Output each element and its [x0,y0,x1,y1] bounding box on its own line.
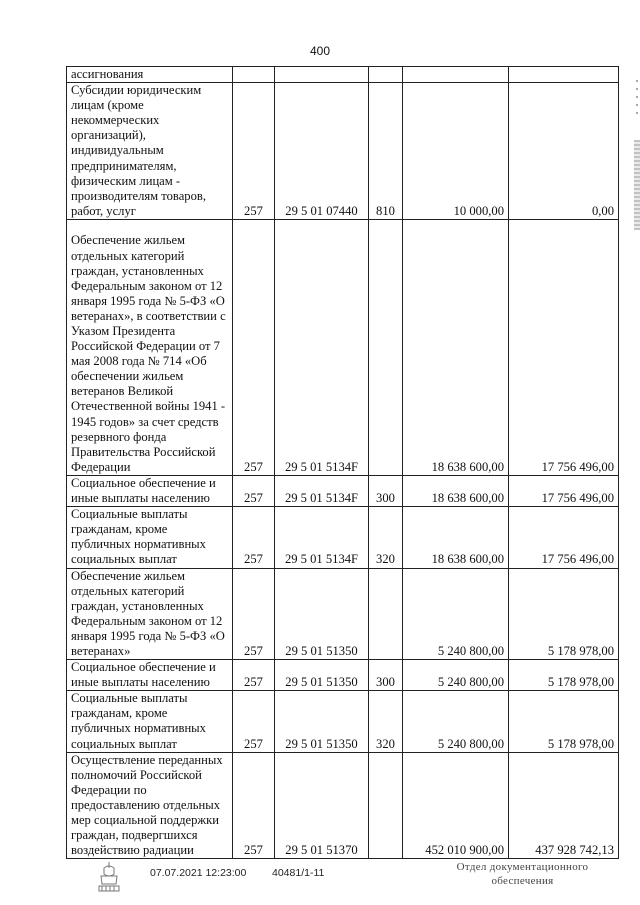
coat-of-arms-icon [96,860,122,894]
row-vr [369,752,403,859]
table-row [67,83,619,220]
table-row [67,67,619,83]
row-code: 257 [233,691,275,752]
row-name: Социальное обеспечение и иные выплаты населению [67,475,233,506]
row-name: Осуществление переданных полномочий Российской Федерации по предоставлению отдельных мер социальной поддержки граждан, подвергшихся воздействию радиации [67,752,233,859]
row-csr: 29 5 01 5134F [275,507,369,568]
row-code: 257 [233,660,275,691]
page-number: 400 [309,44,331,58]
row-code: 257 [233,475,275,506]
table-row [67,660,619,691]
row-csr: 29 5 01 5134F [275,475,369,506]
row-plan: 10 000,00 [403,83,509,220]
table-row [67,752,619,859]
budget-table [66,66,619,859]
row-code: 257 [233,507,275,568]
row-plan: 5 240 800,00 [403,691,509,752]
table-row [67,219,619,475]
row-vr: 300 [369,660,403,691]
row-plan: 18 638 600,00 [403,219,509,475]
row-code: 257 [233,568,275,660]
scan-margin-dots [636,80,638,120]
row-name: ассигнования [67,67,233,83]
department-stamp: Отдел документационного обеспечения [456,861,589,887]
row-plan: 18 638 600,00 [403,475,509,506]
row-vr: 810 [369,83,403,220]
row-csr: 29 5 01 51350 [275,691,369,752]
row-fact: 17 756 496,00 [509,507,619,568]
row-plan: 5 240 800,00 [403,660,509,691]
row-name: Обеспечение жильем отдельных категорий граждан, установленных Федеральным законом от 12 января 1995 года № 5-ФЗ «О ветеранах» [67,568,233,660]
row-plan [403,67,509,83]
row-csr: 29 5 01 51350 [275,568,369,660]
document-code: 40481/1-11 [272,867,325,879]
row-vr: 320 [369,507,403,568]
row-fact: 17 756 496,00 [509,475,619,506]
row-name: Обеспечение жильем отдельных категорий граждан, установленных Федеральным законом от 12 января 1995 года № 5-ФЗ «О ветеранах», в соответствии с Указом Президента Российской Федерации от 7 мая 2008 года № 714 «Об обеспечении жильем ветеранов Великой Отечественной войны 1941 - 1945 годов» за счет средств резервного фонда Правительства Российской Федерации [67,219,233,475]
table-row [67,475,619,506]
row-fact: 5 178 978,00 [509,660,619,691]
row-fact: 0,00 [509,83,619,220]
row-vr [369,568,403,660]
row-name: Субсидии юридическим лицам (кроме некоммерческих организаций), индивидуальным предпринимателям, физическим лицам - производителям товаров, работ, услуг [67,83,233,220]
row-vr [369,219,403,475]
row-code: 257 [233,752,275,859]
row-fact: 437 928 742,13 [509,752,619,859]
row-csr: 29 5 01 07440 [275,83,369,220]
row-fact [509,67,619,83]
page-footer [0,860,640,900]
table-row [67,568,619,660]
row-plan: 5 240 800,00 [403,568,509,660]
row-csr: 29 5 01 51370 [275,752,369,859]
row-fact: 5 178 978,00 [509,568,619,660]
row-name: Социальные выплаты гражданам, кроме публичных нормативных социальных выплат [67,691,233,752]
row-name: Социальные выплаты гражданам, кроме публичных нормативных социальных выплат [67,507,233,568]
table-row [67,691,619,752]
row-vr: 300 [369,475,403,506]
row-code [233,67,275,83]
table-row [67,507,619,568]
row-code: 257 [233,219,275,475]
row-csr: 29 5 01 51350 [275,660,369,691]
row-vr: 320 [369,691,403,752]
row-name: Социальное обеспечение и иные выплаты населению [67,660,233,691]
row-csr: 29 5 01 5134F [275,219,369,475]
row-plan: 452 010 900,00 [403,752,509,859]
scan-margin-mark [634,140,640,230]
row-fact: 5 178 978,00 [509,691,619,752]
row-code: 257 [233,83,275,220]
row-vr [369,67,403,83]
stamp-timestamp: 07.07.2021 12:23:00 [150,867,247,879]
row-fact: 17 756 496,00 [509,219,619,475]
row-plan: 18 638 600,00 [403,507,509,568]
row-csr [275,67,369,83]
